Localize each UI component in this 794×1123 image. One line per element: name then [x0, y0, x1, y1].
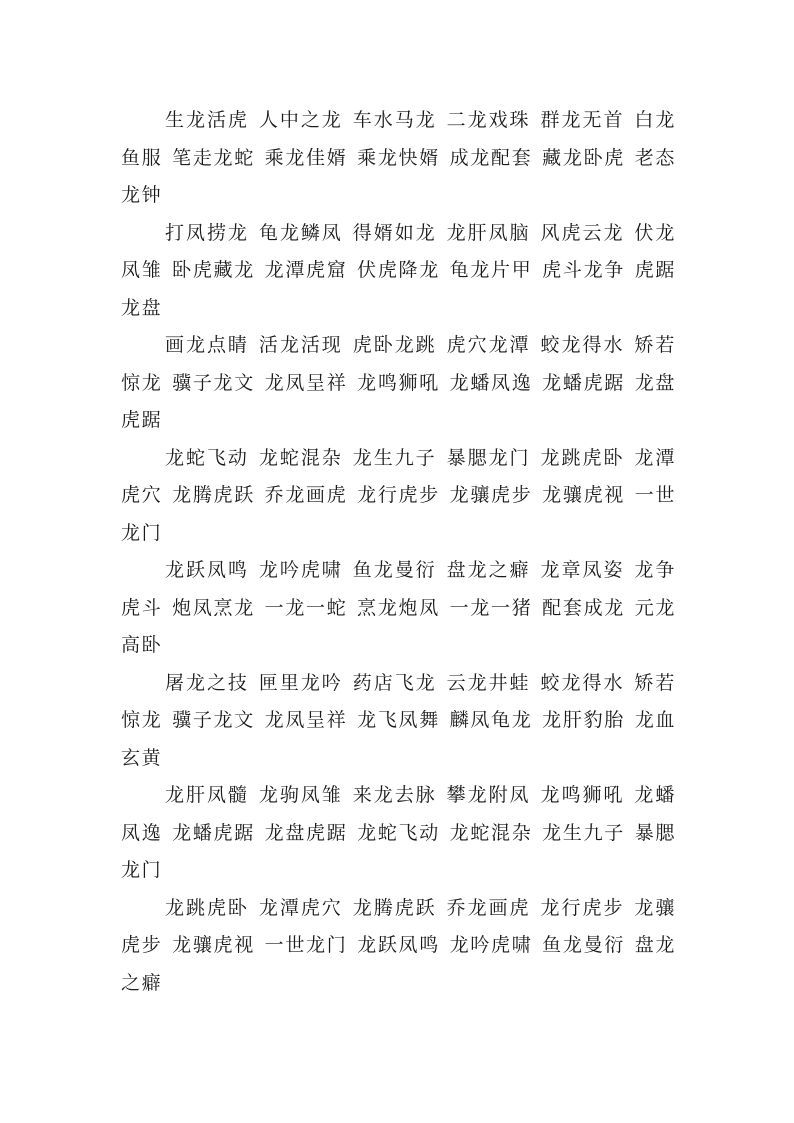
paragraph-5: 龙跃凤鸣 龙吟虎啸 鱼龙曼衍 盘龙之癖 龙章凤姿 龙争虎斗 炮凤烹龙 一龙一蛇 烹龙炮凤 一龙一猪 配套成龙 元龙高卧 [121, 559, 676, 656]
paragraph-8: 龙跳虎卧 龙潭虎穴 龙腾虎跃 乔龙画虎 龙行虎步 龙骧虎步 龙骧虎视 一世龙门 龙跃凤鸣 龙吟虎啸 鱼龙曼衍 盘龙之癖 [121, 896, 676, 994]
paragraph-3: 画龙点睛 活龙活现 虎卧龙跳 虎穴龙潭 蛟龙得水 矫若惊龙 骥子龙文 龙凤呈祥 龙鸣狮吼 龙蟠凤逸 龙蟠虎踞 龙盘虎踞 [121, 334, 676, 431]
document-body [121, 102, 676, 1002]
paragraph-7: 龙肝凤髓 龙驹凤雏 来龙去脉 攀龙附凤 龙鸣狮吼 龙蟠凤逸 龙蟠虎踞 龙盘虎踞 龙蛇飞动 龙蛇混杂 龙生九子 暴腮龙门 [121, 784, 676, 881]
paragraph-4: 龙蛇飞动 龙蛇混杂 龙生九子 暴腮龙门 龙跳虎卧 龙潭虎穴 龙腾虎跃 乔龙画虎 龙行虎步 龙骧虎步 龙骧虎视 一世龙门 [121, 446, 676, 544]
paragraph-1: 生龙活虎 人中之龙 车水马龙 二龙戏珠 群龙无首 白龙鱼服 笔走龙蛇 乘龙佳婿 乘龙快婿 成龙配套 藏龙卧虎 老态龙钟 [121, 109, 676, 206]
paragraph-6: 屠龙之技 匣里龙吟 药店飞龙 云龙井蛙 蛟龙得水 矫若惊龙 骥子龙文 龙凤呈祥 龙飞凤舞 麟凤龟龙 龙肝豹胎 龙血玄黄 [121, 671, 676, 769]
paragraph-2: 打凤捞龙 龟龙鳞凤 得婿如龙 龙肝凤脑 风虎云龙 伏龙凤雏 卧虎藏龙 龙潭虎窟 伏虎降龙 龟龙片甲 虎斗龙争 虎踞龙盘 [121, 221, 676, 319]
